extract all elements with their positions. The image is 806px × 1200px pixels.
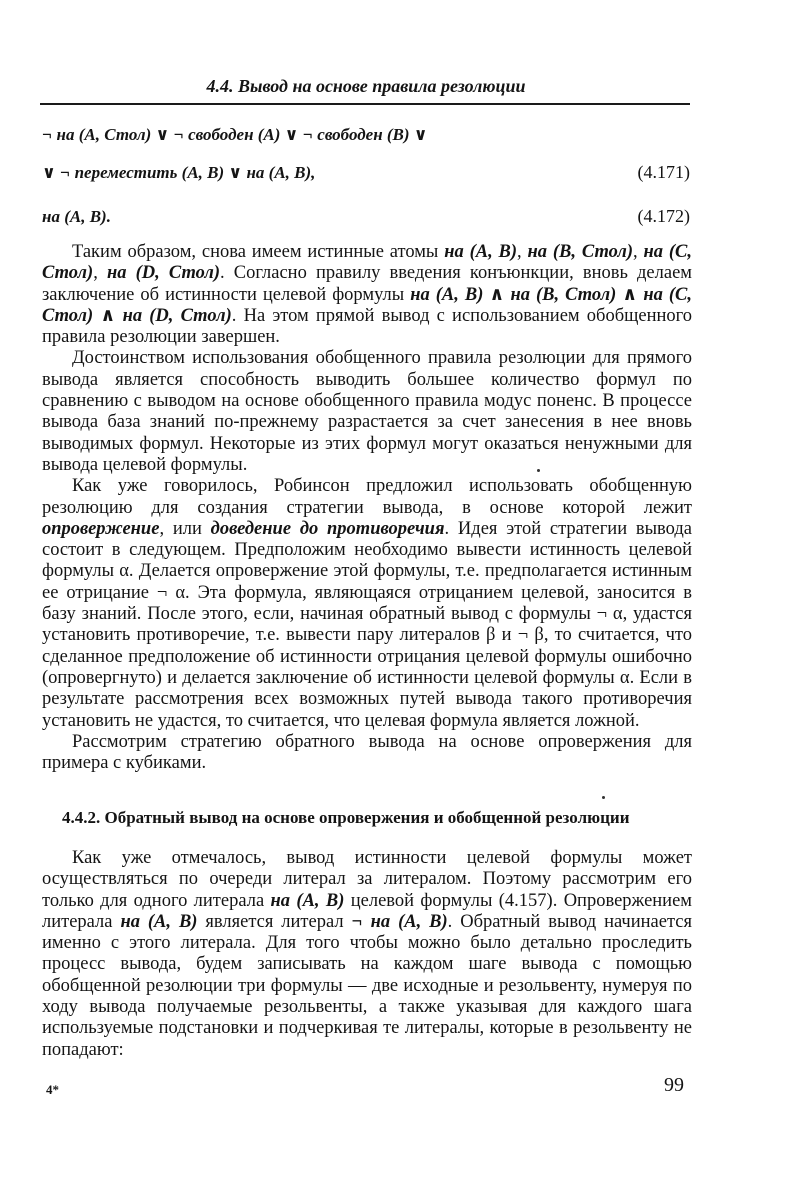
formula-line-2: ∨ ¬ переместить (A, B) ∨ на (A, B), (42, 163, 316, 182)
paragraph-text: . Обратный вывод начинается именно с этого литерала. Для того чтобы можно было детально проследить процесс вывода, будем записывать на каждом шаге вывода с помощью обобщенной резолюции три формулы — две исходные и резольвенту, нумеруя по ходу вывода получаемые резольвенты, а также указывая для каждого шага используемые подстановки и подчеркивая те литералы, которые в резольвенту не попадают: (42, 911, 692, 1060)
scan-speck (537, 469, 540, 472)
inline-formula: на (D, Стол) (106, 263, 221, 284)
formula-line-1: ¬ на (A, Стол) ∨ ¬ свободен (A) ∨ ¬ свободен (B) ∨ (42, 125, 428, 144)
formula-line-3: на (A, B). (42, 207, 111, 226)
paragraph-true-atoms (42, 242, 692, 348)
inline-formula: на (B, Стол) (527, 242, 634, 262)
running-header-title: 4.4. Вывод на основе правила резолюции (206, 76, 526, 96)
paragraph-text: , или (159, 518, 211, 539)
paragraph-text: целевой формулы (4.157). Опровержением литерала (42, 890, 693, 932)
paragraph-text: , (633, 242, 644, 262)
paragraph-text: , (93, 263, 107, 284)
body-text-block (42, 242, 692, 774)
paragraph-text: . Согласно правилу введения конъюнкции, вновь делаем заключение об истинности целевой формулы (42, 263, 692, 305)
paragraph-blocks-example: Рассмотрим стратегию обратного вывода на основе опровержения для примера с кубиками. (42, 731, 692, 774)
paragraph-advantages: Достоинством использования обобщенного правила резолюции для прямого вывода является способность выводить большее количество формул по сравнению с выводом на основе обобщенного правила модус поненс. В процессе вывода база знаний по-прежнему разрастается за счет занесения в нее вновь выводимых формул. Некоторые из этих формул могут оказаться ненужными для вывода целевой формулы. (42, 348, 692, 475)
paragraph-robinson-strategy (42, 476, 692, 732)
term-contradiction: доведение до противоречия (210, 518, 445, 539)
term-refutation: опровержение (42, 518, 160, 539)
inline-formula: ¬ на (A, B) (351, 911, 448, 932)
paragraph-backward-inference (42, 848, 692, 1061)
inline-formula: на (A, B) (270, 890, 345, 911)
inline-formula: на (A, B) ∧ на (B, Стол) ∧ на (C, Стол) ∧ на (D, Стол) (42, 284, 692, 326)
paragraph-text: . Идея этой стратегии вывода состоит в следующем. Предположим необходимо вывести истинность целевой формулы α. Делается опровержение этой формулы, т.е. предполагается истинным ее отрицание ¬ α. Эта формула, являющаяся отрицанием целевой, заносится в базу знаний. После этого, если, начиная обратный вывод с формулы ¬ α, удастся установить противоречие, т.е. вывести пару литералов β и ¬ β, то считается, что сделанное предположение об истинности отрицания целевой формулы ошибочно (опровергнуто) и делается заключение об истинности целевой формулы α. Если в результате рассмотрения всех возможных путей вывода такого противоречия установить не удастся, то считается, что целевая формула является ложной. (42, 518, 692, 731)
header-rule (40, 103, 690, 105)
equation-number-4-171: (4.171) (637, 162, 690, 182)
page-number: 99 (664, 1074, 684, 1096)
paragraph-text: Как уже отмечалось, вывод истинности целевой формулы может осуществляться по очереди литерал за литералом. Поэтому рассмотрим его только для одного литерала (42, 848, 692, 911)
paragraph-text: . На этом прямой вывод с использованием обобщенного правила резолюции завершен. (42, 305, 692, 348)
inline-formula: на (A, B) (444, 242, 518, 262)
paragraph-text: является литерал (197, 911, 352, 932)
scan-speck (602, 796, 605, 799)
section-heading-4-4-2: 4.4.2. Обратный вывод на основе опровержения и обобщенной резолюции (62, 808, 630, 827)
inline-formula: на (C, Стол) (42, 242, 693, 284)
paragraph-text: Таким образом, снова имеем истинные атомы (72, 242, 445, 262)
equation-number-4-172: (4.172) (637, 206, 690, 226)
paragraph-text: Как уже говорилось, Робинсон предложил использовать обобщенную резолюцию для создания стратегии вывода, в основе которой лежит (42, 476, 692, 518)
paragraph-text: , (517, 242, 528, 262)
section-body-block (42, 848, 692, 1061)
printer-signature-mark: 4* (46, 1082, 59, 1097)
inline-formula: на (A, B) (120, 911, 198, 932)
